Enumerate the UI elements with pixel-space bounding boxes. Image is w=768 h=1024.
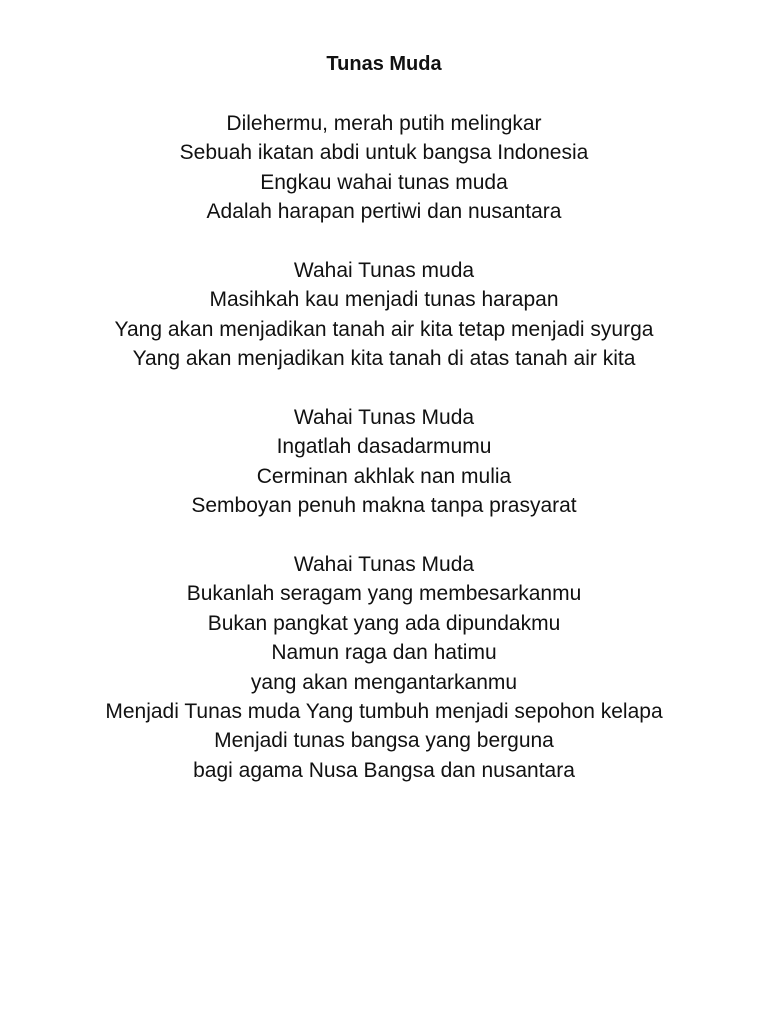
poem-line: bagi agama Nusa Bangsa dan nusantara (193, 758, 575, 782)
poem-line: Engkau wahai tunas muda (260, 170, 508, 194)
poem-line: yang akan mengantarkanmu (250, 670, 518, 694)
stanza-1 (0, 109, 768, 227)
poem-line: Namun raga dan hatimu (271, 641, 497, 665)
poem-line: Masihkah kau menjadi tunas harapan (209, 288, 559, 312)
poem-line: Wahai Tunas Muda (293, 553, 475, 577)
poem-line: Menjadi tunas bangsa yang berguna (214, 729, 554, 753)
poem-line: Bukan pangkat yang ada dipundakmu (207, 611, 561, 635)
stanza-2 (0, 256, 768, 374)
poem-line: Ingatlah dasadarmumu (276, 435, 492, 459)
poem-line: Bukanlah seragam yang membesarkanmu (186, 582, 582, 606)
poem-line: Cerminan akhlak nan mulia (256, 464, 512, 488)
stanza-3 (0, 403, 768, 521)
poem-line: Wahai Tunas Muda (293, 406, 475, 430)
poem-line: Yang akan menjadikan kita tanah di atas tanah air kita (132, 347, 636, 371)
poem-line: Yang akan menjadikan tanah air kita tetap menjadi syurga (114, 317, 654, 341)
poem-body (0, 109, 768, 815)
poem-line: Menjadi Tunas muda Yang tumbuh menjadi sepohon kelapa (105, 700, 663, 724)
stanza-4 (0, 550, 768, 785)
poem-line: Dilehermu, merah putih melingkar (226, 112, 542, 135)
poem-line: Semboyan penuh makna tanpa prasyarat (191, 494, 577, 518)
poem-line: Sebuah ikatan abdi untuk bangsa Indonesia (179, 141, 589, 165)
poem-line: Wahai Tunas muda (293, 259, 475, 283)
poem-line: Adalah harapan pertiwi dan nusantara (206, 200, 562, 224)
poem-title: Tunas Muda (326, 53, 442, 75)
